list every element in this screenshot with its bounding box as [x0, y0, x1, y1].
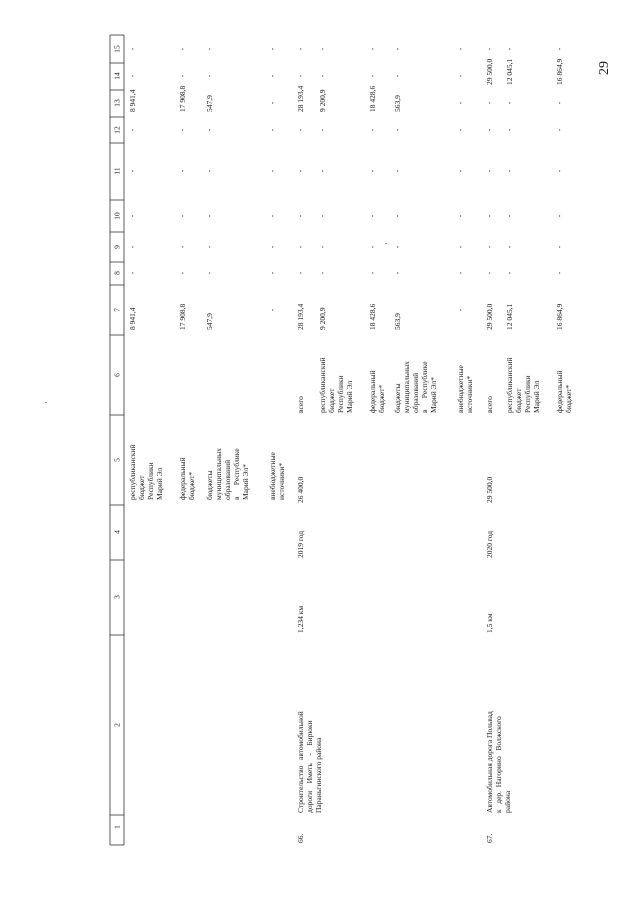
empty-cell-dash: - — [295, 271, 305, 275]
empty-cell-dash: - — [504, 128, 514, 132]
scan-speck — [45, 402, 47, 403]
empty-cell-dash: - — [127, 169, 137, 173]
empty-cell-dash: - — [455, 308, 465, 312]
empty-cell-dash: - — [455, 101, 465, 105]
empty-cell-dash: - — [267, 128, 277, 132]
empty-cell-dash: - — [267, 169, 277, 173]
empty-cell-dash: - — [455, 245, 465, 249]
amount-cell: 18 428,6 — [368, 85, 377, 112]
empty-cell-dash: - — [177, 128, 187, 132]
budget-source-label: внебюджетные источники* — [456, 365, 474, 413]
budget-source-label: федеральный бюджет* — [368, 370, 386, 413]
empty-cell-dash: - — [504, 47, 514, 51]
page-number: 29 — [597, 61, 612, 75]
col-header-7: 7 — [112, 308, 122, 312]
empty-cell-dash: - — [367, 47, 377, 51]
empty-cell-dash: - — [204, 214, 214, 218]
amount-cell: 563,9 — [393, 313, 402, 330]
empty-cell-dash: - — [177, 169, 187, 173]
empty-cell-dash: - — [127, 128, 137, 132]
budget-source-label: бюджеты муниципальных образований в Республике Марий Эл* — [205, 448, 250, 500]
scan-speck — [385, 243, 387, 244]
empty-cell-dash: - — [295, 214, 305, 218]
empty-cell-dash: - — [177, 47, 187, 51]
empty-cell-dash: - — [392, 169, 402, 173]
col-header-14: 14 — [112, 72, 122, 80]
road-length: 1,234 км — [296, 605, 305, 633]
empty-cell-dash: - — [177, 214, 187, 218]
empty-cell-dash: - — [484, 245, 494, 249]
empty-cell-dash: - — [504, 169, 514, 173]
empty-cell-dash: - — [455, 74, 465, 78]
empty-cell-dash: - — [204, 271, 214, 275]
empty-cell-dash: - — [367, 245, 377, 249]
col-header-5: 5 — [112, 458, 122, 462]
empty-cell-dash: - — [317, 245, 327, 249]
empty-cell-dash: - — [554, 169, 564, 173]
amount-cell: 28 193,4 — [296, 85, 305, 112]
empty-cell-dash: - — [392, 245, 402, 249]
col-header-8: 8 — [112, 271, 122, 275]
empty-cell-dash: - — [317, 271, 327, 275]
amount-cell: 16 864,9 — [555, 58, 564, 85]
empty-cell-dash: - — [267, 245, 277, 249]
budget-source-label: федеральный бюджет* — [178, 457, 196, 500]
empty-cell-dash: - — [455, 47, 465, 51]
row-number: 67. — [485, 833, 494, 843]
empty-cell-dash: - — [504, 245, 514, 249]
budget-source-label: республиканский бюджет Республики Марий Эл — [318, 357, 354, 413]
budget-source-label: всего — [485, 396, 494, 413]
empty-cell-dash: - — [204, 74, 214, 78]
amount-cell: 17 908,8 — [178, 303, 187, 330]
empty-cell-dash: - — [177, 271, 187, 275]
empty-cell-dash: - — [367, 214, 377, 218]
empty-cell-dash: - — [504, 101, 514, 105]
col-header-12: 12 — [112, 126, 122, 134]
col-header-2: 2 — [112, 723, 122, 727]
empty-cell-dash: - — [392, 74, 402, 78]
empty-cell-dash: - — [392, 47, 402, 51]
col-header-15: 15 — [112, 45, 122, 53]
empty-cell-dash: - — [484, 169, 494, 173]
budget-source-label: всего — [296, 396, 305, 413]
amount-cell: 8 941,4 — [128, 307, 137, 330]
empty-cell-dash: - — [267, 74, 277, 78]
budget-source-label: внебюджетные источники* — [268, 452, 286, 500]
amount-cell: 12 045,1 — [505, 303, 514, 330]
budget-source-label: республиканский бюджет Республики Марий Эл — [505, 357, 541, 413]
amount-cell: 16 864,9 — [555, 303, 564, 330]
col-header-3: 3 — [112, 595, 122, 599]
empty-cell-dash: - — [484, 47, 494, 51]
col-header-9: 9 — [112, 245, 122, 249]
amount-cell: 18 428,6 — [368, 303, 377, 330]
amount-cell: 12 045,1 — [505, 58, 514, 85]
empty-cell-dash: - — [554, 47, 564, 51]
budget-source-label: бюджеты муниципальных образований в Республике Марий Эл* — [393, 361, 438, 413]
road-length: 1,5 км — [485, 613, 494, 633]
empty-cell-dash: - — [127, 245, 137, 249]
empty-cell-dash: - — [127, 271, 137, 275]
budget-source-label: федеральный бюджет* — [555, 370, 573, 413]
empty-cell-dash: - — [455, 169, 465, 173]
col-header-6: 6 — [112, 373, 122, 377]
empty-cell-dash: - — [204, 245, 214, 249]
col-header-10: 10 — [112, 212, 122, 220]
empty-cell-dash: - — [367, 74, 377, 78]
empty-cell-dash: - — [267, 101, 277, 105]
empty-cell-dash: - — [455, 128, 465, 132]
empty-cell-dash: - — [267, 308, 277, 312]
empty-cell-dash: - — [392, 214, 402, 218]
empty-cell-dash: - — [554, 245, 564, 249]
amount-cell: 9 200,9 — [318, 89, 327, 112]
amount-cell: 29 500,0 — [485, 303, 494, 330]
empty-cell-dash: - — [504, 271, 514, 275]
empty-cell-dash: - — [177, 245, 187, 249]
empty-cell-dash: - — [554, 271, 564, 275]
empty-cell-dash: - — [127, 214, 137, 218]
col-header-1: 1 — [112, 825, 122, 829]
col-header-4: 4 — [112, 530, 122, 534]
empty-cell-dash: - — [455, 214, 465, 218]
row-number: 66. — [296, 833, 305, 843]
empty-cell-dash: - — [554, 214, 564, 218]
road-name: Строительство автомобильной дороги Иметь - Бирюки Параньгинского района — [296, 711, 323, 813]
empty-cell-dash: - — [484, 101, 494, 105]
empty-cell-dash: - — [177, 74, 187, 78]
empty-cell-dash: - — [392, 128, 402, 132]
amount-cell: 17 908,8 — [178, 85, 187, 112]
estimated-cost: 29 500,0 — [485, 476, 494, 503]
budget-source-label: республиканский бюджет Республики Марий Эл — [128, 444, 164, 500]
amount-cell: 547,9 — [205, 313, 214, 330]
amount-cell: 563,9 — [393, 95, 402, 112]
empty-cell-dash: - — [295, 169, 305, 173]
col-header-11: 11 — [112, 167, 122, 175]
empty-cell-dash: - — [204, 47, 214, 51]
amount-cell: 547,9 — [205, 95, 214, 112]
empty-cell-dash: - — [554, 128, 564, 132]
road-name: Автомобильная дорога Польвад к дер. Нагорино Волжского района — [485, 711, 512, 813]
empty-cell-dash: - — [317, 169, 327, 173]
empty-cell-dash: - — [127, 47, 137, 51]
empty-cell-dash: - — [484, 128, 494, 132]
empty-cell-dash: - — [267, 47, 277, 51]
empty-cell-dash: - — [455, 271, 465, 275]
empty-cell-dash: - — [484, 271, 494, 275]
empty-cell-dash: - — [554, 101, 564, 105]
empty-cell-dash: - — [392, 271, 402, 275]
empty-cell-dash: - — [484, 214, 494, 218]
empty-cell-dash: - — [127, 74, 137, 78]
empty-cell-dash: - — [317, 74, 327, 78]
empty-cell-dash: - — [267, 214, 277, 218]
empty-cell-dash: - — [295, 245, 305, 249]
amount-cell: 8 941,4 — [128, 89, 137, 112]
empty-cell-dash: - — [367, 271, 377, 275]
empty-cell-dash: - — [267, 271, 277, 275]
empty-cell-dash: - — [204, 169, 214, 173]
empty-cell-dash: - — [295, 128, 305, 132]
amount-cell: 9 200,9 — [318, 307, 327, 330]
construction-year: 2019 год — [296, 530, 305, 558]
col-header-13: 13 — [112, 99, 122, 107]
empty-cell-dash: - — [367, 128, 377, 132]
estimated-cost: 26 400,0 — [296, 476, 305, 503]
amount-cell: 28 193,4 — [296, 303, 305, 330]
amount-cell: 29 500,0 — [485, 58, 494, 85]
construction-year: 2020 год — [485, 530, 494, 558]
empty-cell-dash: - — [295, 47, 305, 51]
empty-cell-dash: - — [367, 169, 377, 173]
empty-cell-dash: - — [295, 74, 305, 78]
empty-cell-dash: - — [504, 214, 514, 218]
empty-cell-dash: - — [317, 214, 327, 218]
empty-cell-dash: - — [317, 128, 327, 132]
empty-cell-dash: - — [317, 47, 327, 51]
empty-cell-dash: - — [204, 128, 214, 132]
